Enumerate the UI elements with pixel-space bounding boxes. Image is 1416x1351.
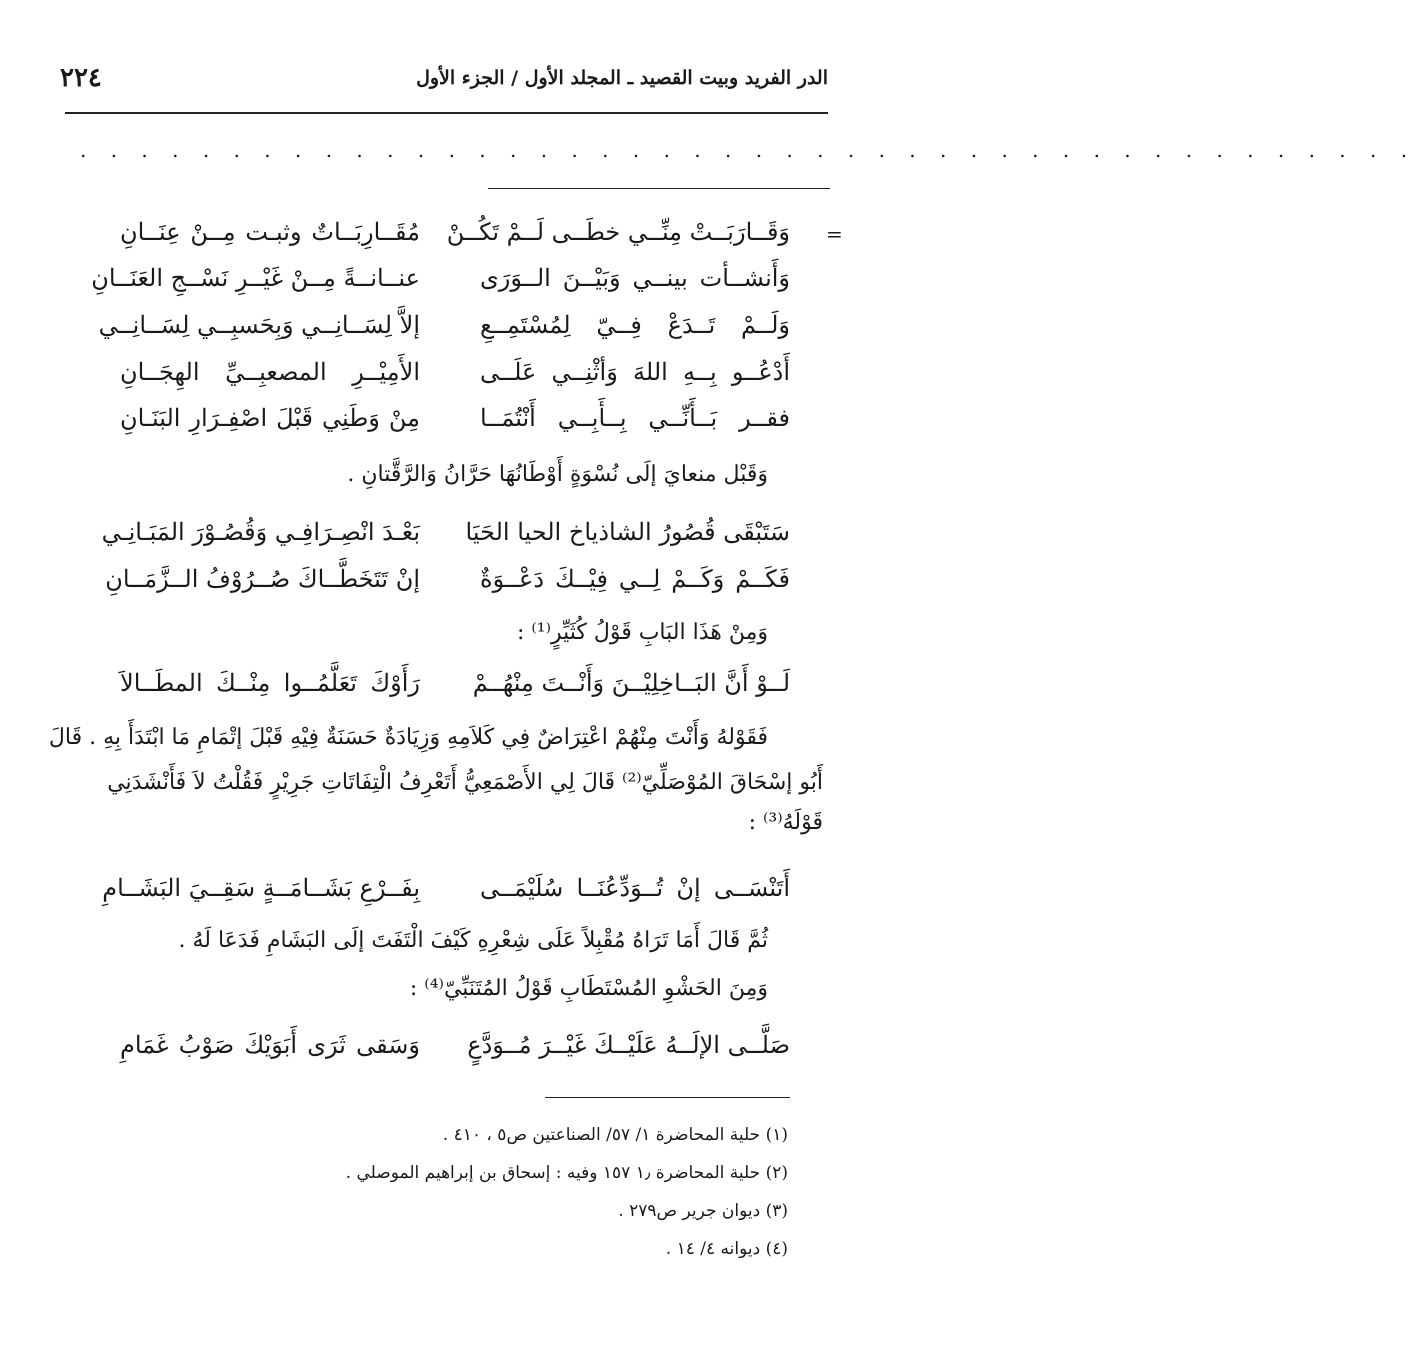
prose-line: ثُمَّ قَالَ أَمَا تَرَاهُ مُقْبِلاً عَلَى شِعْرِهِ كَيْفَ الْتَفَتَ إلَى البَشَامِ فَدَعَا لَهُ . (178, 928, 768, 953)
verse-line (120, 349, 790, 395)
footnote: (٢) حلية المحاضرة ١٫ ١٥٧ وفيه : إسحاق بن إبراهيم الموصلي . (345, 1163, 788, 1183)
verse-first-hemistich: سَتَبْقَى قُصُورُ الشاذياخ الحيا الحَيَا (465, 518, 790, 546)
verse-second-hemistich: إلاَّ لِسَــانِــي وَبِحَسبِــي لِسَــانِــي (98, 311, 420, 339)
verse-line (101, 509, 790, 555)
verse-line (105, 556, 790, 602)
verse-first-hemistich: لَــوْ أَنَّ البَــاخِلِيْــنَ وَأَنْــتَ مِنْهُــمْ (472, 669, 790, 697)
verse-first-hemistich: فقــر بَــأَنِّــي بِــأَبِــي أَنْتُمَــا (480, 404, 790, 432)
verse-second-hemistich: مُقَــارِبَــاتٌ وثبـت مِــنْ عِنَــانِ (120, 218, 420, 246)
verse-first-hemistich: أَتَنْسَــى إنْ تُــوَدِّعُنَــا سُلَيْمَــى (480, 874, 790, 902)
prose-line: فَقَوْلهُ وَأَنْتَ مِنْهُمْ اعْتِرَاضٌ فِي كَلاَمِهِ وَزِيَادَةٌ حَسَنَةٌ فِيْهِ قَبْلَ إتْمَامِ مَا ابْتَدَأَ بِهِ . قَالَ (48, 725, 768, 750)
prose-line: وَمِنْ هَذَا البَابِ قَوْلُ كُثَيِّرٍ⁽¹⁾ : (516, 620, 768, 645)
footnote: (٣) ديوان جرير ص٢٧٩ . (618, 1201, 788, 1221)
running-title: الدر الفريد وبيت القصيد ـ المجلد الأول / الجزء الأول (416, 67, 828, 89)
verse-line (120, 660, 790, 706)
verse-first-hemistich: أَدْعُــو بِــهِ اللهَ وَأثْنِــي عَلَــى (480, 358, 790, 386)
verse-second-hemistich: مِنْ وَطَنِي قَبْلَ اصْفِـرَارِ البَنَـانِ (120, 404, 420, 432)
verse-second-hemistich: الأَمِيْــرِ المصعبِــيِّ الهِجَــانِ (120, 358, 420, 386)
page-header (60, 58, 828, 98)
verse-first-hemistich: صَلَّــى الإلَــهُ عَلَيْــكَ غَيْــرَ مُــوَدَّعٍ (467, 1031, 790, 1059)
section-rule (488, 188, 830, 189)
verse-line (120, 1022, 790, 1068)
verse-first-hemistich: فَكَــمْ وَكَــمْ لِــي فِيْــكَ دَعْــوَةٌ (480, 565, 790, 593)
verse-line (120, 395, 790, 441)
verse-first-hemistich: وَقَــارَبَــتْ مِنِّــي خطَــى لَــمْ تَكُــنْ (446, 218, 790, 246)
verse-second-hemistich: رَأَوْكَ تَعَلَّمُــوا مِنْــكَ المطَــالاَ (120, 669, 420, 697)
verse-second-hemistich: بَعْـدَ انْصِـرَافِـي وَقُصُـوْرَ المَبَـانِـي (101, 518, 420, 546)
prose-line: أَبُو إسْحَاقَ المُوْصَلِّيّ⁽²⁾ قَالَ لِي الأَصْمَعِيُّ أَتَعْرِفُ الْتِفَاتَاتِ جَرِيْرٍ فَقُلْتُ لاَ فَأَنْشَدَنِي (107, 770, 823, 795)
verse-second-hemistich: بِفَــرْعِ بَشَــامَــةٍ سَقِــيَ البَشَــامِ (102, 874, 420, 902)
verse-line (120, 209, 790, 255)
page-number: ٢٢٤ (60, 63, 102, 93)
verse-first-hemistich: وَأَنشــأت بينــي وَبَيْــنَ الــوَرَى (480, 264, 790, 292)
verse-line (91, 255, 790, 301)
omission-dots: . . . . . . . . . . . . . . . . . . . . . . . . . . . . . . . . . . . . . . . . . . . . (80, 138, 1416, 162)
footnote: (١) حلية المحاضرة ١/ ٥٧/ الصناعتين ص٥ ، ٤١٠ . (442, 1125, 788, 1145)
verse-line (98, 302, 790, 348)
verse-first-hemistich: وَلَــمْ تَــدَعْ فِــيّ لِمُسْتَمِــعِ (480, 311, 790, 339)
footnote: (٤) ديوانه ٤/ ١٤ . (665, 1239, 788, 1259)
prose-line: وَقَبْل منعايَ إلَى نُسْوَةٍ أَوْطَانُهَا حَرَّانُ وَالرَّقَّتانِ . (347, 462, 768, 487)
verse-second-hemistich: وَسَقى ثَرَى أَبَوَيْكَ صَوْبُ غَمَامِ (120, 1031, 420, 1059)
verse-second-hemistich: عنــانــةً مِــنْ غَيْــرِ نَسْــجِ العَنَــانِ (91, 264, 420, 292)
prose-line: قَوْلَهُ⁽³⁾ : (748, 810, 823, 835)
footnote-rule (545, 1097, 790, 1098)
verse-line (102, 865, 790, 911)
continuation-mark: = (826, 222, 843, 246)
verse-second-hemistich: إنْ تَتَخَطَّــاكَ صُــرُوْفُ الــزَّمَــانِ (105, 565, 420, 593)
header-rule (65, 112, 828, 114)
prose-line: وَمِنَ الحَشْوِ المُسْتَطَابِ قَوْلُ المُتَنَبِّيّ⁽⁴⁾ : (409, 976, 768, 1001)
